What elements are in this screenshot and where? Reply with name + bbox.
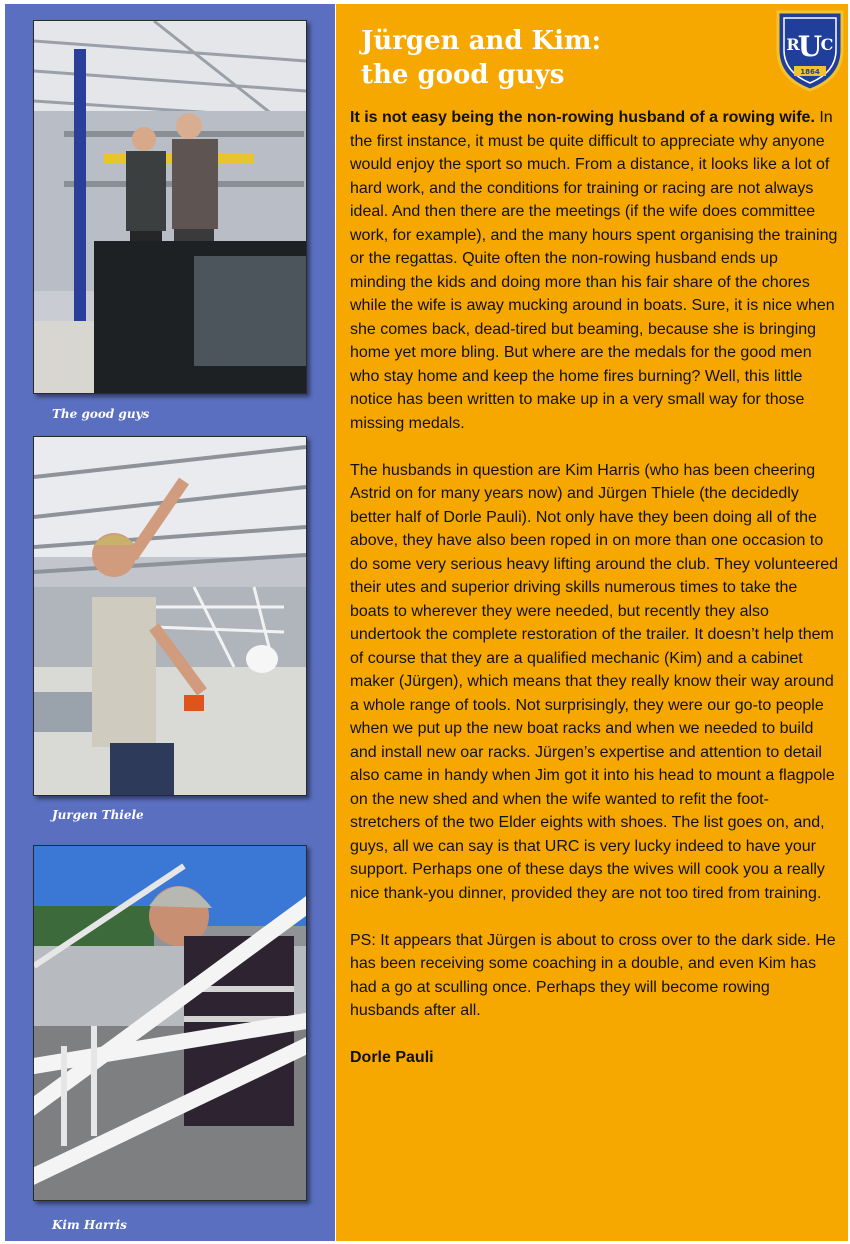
crest-letter: C [820,35,834,54]
photo-caption: Jurgen Thiele [52,808,144,822]
crest-letter: R [786,35,800,54]
photo-good-guys-image [34,21,306,393]
photo-caption: Kim Harris [52,1218,127,1232]
article-title-line: the good guys [361,60,565,90]
photo-jurgen-thiele [33,436,307,796]
crest-year: 1864 [800,68,820,76]
crest-letter: U [797,30,823,63]
article-body [350,106,838,1093]
article-lead: It is not easy being the non-rowing husband of a rowing wife. [350,109,815,126]
article-signature: Dorle Pauli [350,1049,434,1066]
photo-good-guys [33,20,307,394]
article-title-line: Jürgen and Kim: [361,26,602,56]
club-crest-icon [774,6,846,92]
article-title [361,24,761,92]
photo-kim-image [34,846,306,1200]
photo-kim-harris [33,845,307,1201]
article-paragraph: PS: It appears that Jürgen is about to cross over to the dark side. He has been receiving some coaching in a double, and even Kim has had a go at sculling once. Perhaps they will become rowing husbands after all. [350,931,836,1019]
photo-jurgen-image [34,437,306,795]
article-paragraph: The husbands in question are Kim Harris (who has been cheering Astrid on for many years now) and Jürgen Thiele (the decidedly better half of Dorle Pauli). Not only have they been doing all of the above, they have also been roped in on more than one occasion to do some very serious heavy lifting around the club. They volunteered their utes and superior driving skills numerous times to take the boats to wherever they were needed, but recently they also undertook the complete restoration of the trailer. It doesn’t help them of course that they are a qualified mechanic (Kim) and a cabinet maker (Jürgen), which means that they really know their way around a whole range of tools. Not surprisingly, they were our go-to people when we put up the new boat racks and when we needed to build and install new oar racks. Jürgen’s expertise and attention to detail also came in handy when Jim got it into his head to mount a flagpole on the new shed and when the wife wanted to refit the foot-stretchers of the two Elder eights with shoes. The list goes on, and, guys, all we can say is that URC is very lucky indeed to have your support. Perhaps one of these days the wives will cook you a really nice thank-you dinner, provided they are not too tired from training. [350,461,838,902]
article-paragraph-text: In the first instance, it must be quite difficult to appreciate why anyone would enjoy the sport so much. From a distance, it looks like a lot of hard work, and the conditions for training or racing are not always ideal. And then there are the meetings (if the wife does committee work, for example), and the many hours spent organising the training or the regattas. Quite often the non-rowing husband ends up minding the kids and doing more than his fair share of the chores while the wife is away mucking around in boats. Sure, it is nice when she comes back, dead-tired but beaming, because she is bringing home yet more bling. But where are the medals for the good men who stay home and keep the home fires burning? Well, this little notice has been written to make up in a very small way for those missing medals. [350,109,838,432]
photo-caption: The good guys [52,407,150,421]
article-paragraph [350,106,838,435]
